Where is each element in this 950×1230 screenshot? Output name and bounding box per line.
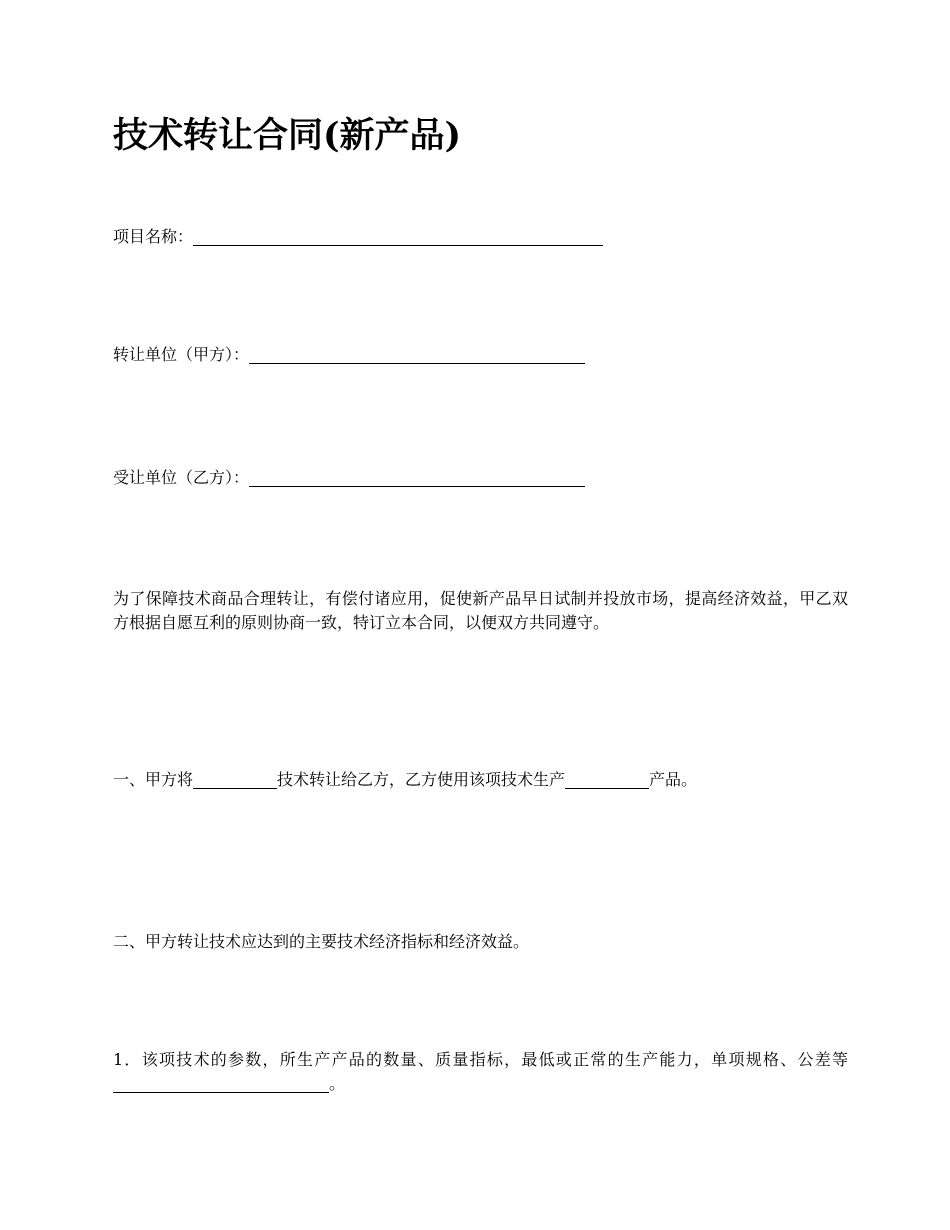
clause-2-1-end: 。 xyxy=(329,1074,346,1093)
tolerance-blank[interactable] xyxy=(113,1074,329,1093)
clause-1-text-b: 技术转让给乙方，乙方使用该项技术生产 xyxy=(277,770,566,789)
document-title: 技术转让合同(新产品) xyxy=(113,115,462,156)
clause-1-text-a: 一、甲方将 xyxy=(113,770,194,789)
preamble-paragraph: 为了保障技术商品合理转让，有偿付诸应用，促使新产品早日试制并投放市场，提高经济效益，甲乙双方根据自愿互利的原则协商一致，特订立本合同，以便双方共同遵守。 xyxy=(113,589,848,632)
clause-1 xyxy=(113,767,697,793)
party-a-blank[interactable] xyxy=(249,345,585,364)
party-b-label: 受让单位（乙方）： xyxy=(113,468,250,487)
party-a-field xyxy=(113,342,585,368)
project-name-field xyxy=(113,224,603,250)
technology-name-blank[interactable] xyxy=(193,770,277,789)
clause-2-1-text: 1．该项技术的参数，所生产产品的数量、质量指标，最低或正常的生产能力，单项规格、公差等 xyxy=(113,1050,848,1069)
clause-2-1 xyxy=(113,1048,848,1096)
project-name-blank[interactable] xyxy=(193,227,603,246)
product-name-blank[interactable] xyxy=(565,770,649,789)
party-b-field xyxy=(113,465,585,491)
project-name-label: 项目名称： xyxy=(113,227,194,246)
clause-1-text-c: 产品。 xyxy=(649,770,698,789)
clause-2: 二、甲方转让技术应达到的主要技术经济指标和经济效益。 xyxy=(113,932,530,951)
party-b-blank[interactable] xyxy=(249,468,585,487)
party-a-label: 转让单位（甲方）： xyxy=(113,345,250,364)
